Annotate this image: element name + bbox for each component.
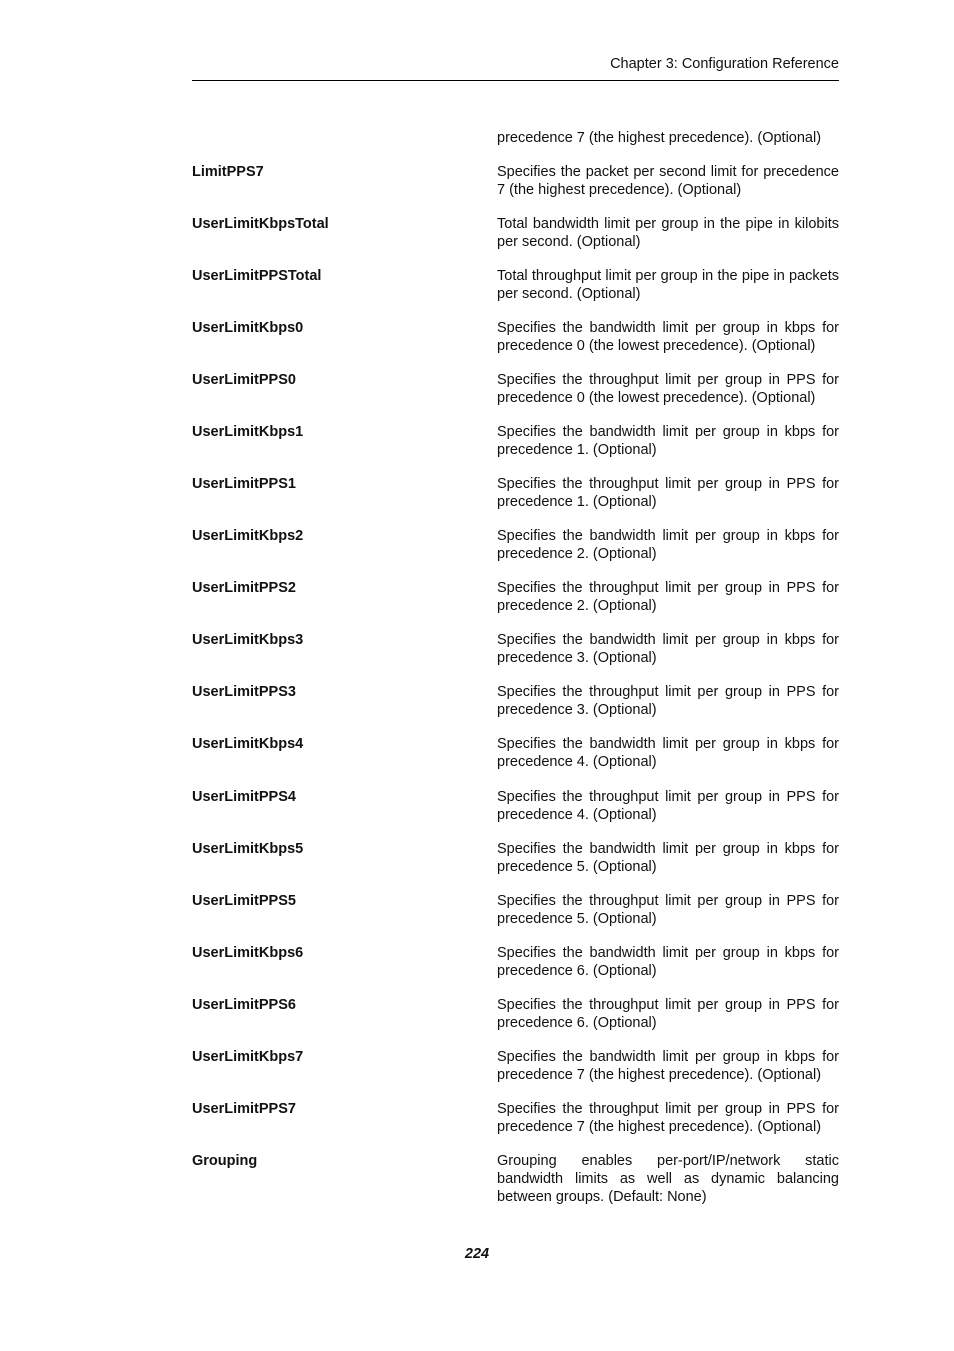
- parameter-name: UserLimitKbps6: [192, 945, 304, 961]
- parameter-description: Specifies the bandwidth limit per group in kbps for precedence 7 (the highest precedence). (Optional): [497, 1049, 839, 1083]
- parameter-name: UserLimitKbps5: [192, 841, 304, 857]
- parameter-name: LimitPPS7: [192, 164, 264, 180]
- parameter-name: UserLimitPPS6: [192, 997, 296, 1013]
- parameter-name: UserLimitPPSTotal: [192, 268, 322, 284]
- parameter-description: Total throughput limit per group in the pipe in packets per second. (Optional): [497, 268, 839, 302]
- page-number: 224: [464, 1246, 490, 1262]
- parameter-description: Specifies the throughput limit per group in PPS for precedence 3. (Optional): [497, 684, 839, 718]
- parameter-description: Specifies the bandwidth limit per group in kbps for precedence 1. (Optional): [497, 424, 839, 458]
- parameter-name: UserLimitKbps4: [192, 736, 304, 752]
- parameter-description: Specifies the bandwidth limit per group in kbps for precedence 0 (the lowest precedence). (Optional): [497, 320, 839, 354]
- parameter-description: Specifies the bandwidth limit per group in kbps for precedence 2. (Optional): [497, 528, 839, 562]
- parameter-description: Specifies the throughput limit per group in PPS for precedence 7 (the highest precedence). (Optional): [497, 1101, 839, 1135]
- parameter-description: Specifies the throughput limit per group in PPS for precedence 1. (Optional): [497, 476, 839, 510]
- chapter-title: Chapter 3: Configuration Reference: [610, 56, 839, 72]
- parameter-description: Specifies the bandwidth limit per group in kbps for precedence 3. (Optional): [497, 632, 839, 666]
- parameter-name: UserLimitPPS7: [192, 1101, 296, 1117]
- parameter-name: UserLimitPPS2: [192, 580, 296, 596]
- parameter-description: Total bandwidth limit per group in the pipe in kilobits per second. (Optional): [497, 216, 839, 250]
- parameter-description: Specifies the throughput limit per group in PPS for precedence 4. (Optional): [497, 789, 839, 823]
- parameter-description: Specifies the throughput limit per group in PPS for precedence 0 (the lowest precedence). (Optional): [497, 372, 839, 406]
- parameter-description: Specifies the packet per second limit for precedence 7 (the highest precedence). (Optional): [497, 164, 839, 198]
- parameter-description: Specifies the bandwidth limit per group in kbps for precedence 4. (Optional): [497, 736, 839, 770]
- parameter-name: UserLimitKbpsTotal: [192, 216, 329, 232]
- parameter-name: UserLimitKbps2: [192, 528, 304, 544]
- parameter-name: UserLimitPPS4: [192, 789, 296, 805]
- parameter-name: UserLimitPPS3: [192, 684, 296, 700]
- parameter-name: UserLimitPPS1: [192, 476, 296, 492]
- parameter-name: UserLimitKbps0: [192, 320, 304, 336]
- parameter-description: Specifies the bandwidth limit per group in kbps for precedence 6. (Optional): [497, 945, 839, 979]
- parameter-description: Specifies the throughput limit per group in PPS for precedence 5. (Optional): [497, 893, 839, 927]
- parameter-name: UserLimitKbps7: [192, 1049, 304, 1065]
- parameter-name: Grouping: [192, 1153, 258, 1169]
- parameter-description: Specifies the throughput limit per group in PPS for precedence 6. (Optional): [497, 997, 839, 1031]
- parameter-name: UserLimitPPS5: [192, 893, 296, 909]
- parameter-description: Grouping enables per-port/IP/network static bandwidth limits as well as dynamic balancing between groups. (Default: None): [497, 1153, 839, 1205]
- parameter-description: Specifies the throughput limit per group in PPS for precedence 2. (Optional): [497, 580, 839, 614]
- page-header: [192, 54, 839, 81]
- continued-description: precedence 7 (the highest precedence). (Optional): [497, 130, 822, 146]
- parameter-name: UserLimitKbps1: [192, 424, 304, 440]
- parameter-name: UserLimitKbps3: [192, 632, 304, 648]
- parameter-name: UserLimitPPS0: [192, 372, 296, 388]
- parameter-description: Specifies the bandwidth limit per group in kbps for precedence 5. (Optional): [497, 841, 839, 875]
